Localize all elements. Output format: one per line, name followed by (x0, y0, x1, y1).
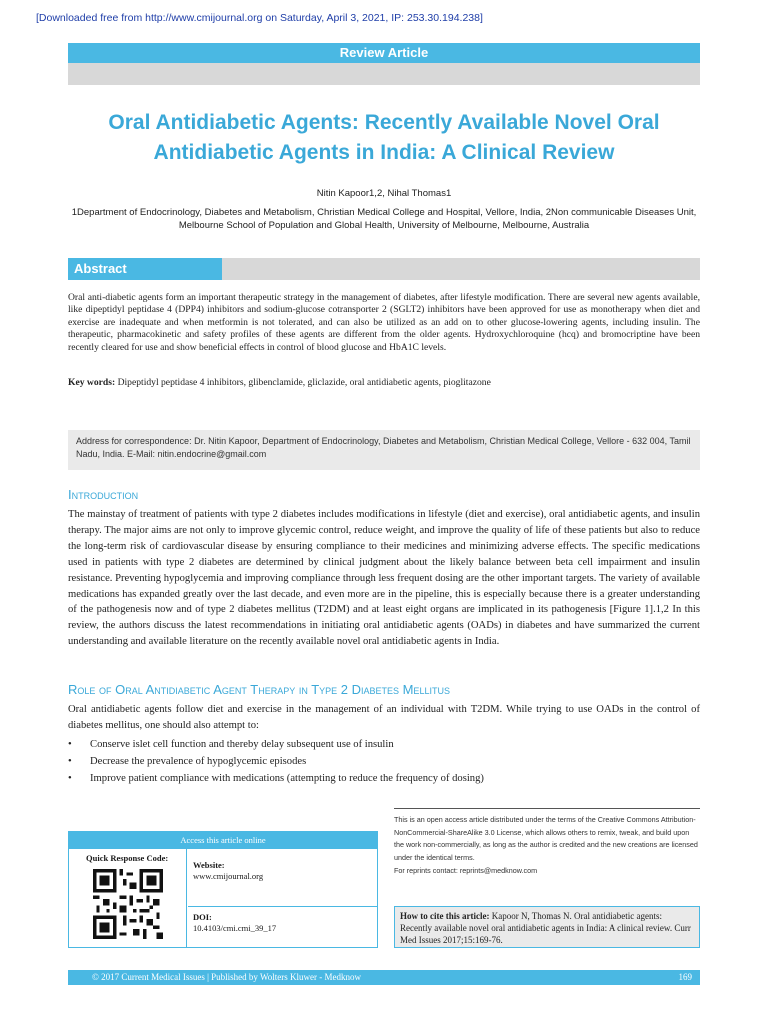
article-type-band (68, 43, 700, 85)
page-number: 169 (678, 972, 692, 982)
qr-label: Quick Response Code: (86, 853, 169, 863)
citation-box (394, 906, 700, 948)
abstract-text: Oral anti-diabetic agents form an important therapeutic strategy in the management of diabetes, after lifestyle modification. There are several new agents available, like dipeptidyl peptidase 4 (DPP4) inhibitors and sodium-glucose cotransporter 2 (SGLT2) inhibitors have been approved for use as monotherapy when diet and exercise are inadequate and when metformin is not tolerated, and can also be utilized as an add on to other glucose-lowering agents, including insulin. The therapeutic, pharmacokinetic and safety profiles of these agents are different from the older agents. Hydroxychloroquine (hcq) and bromocriptine have been recently cleared for use and show beneficial effects in control of blood glucose and HbA1C levels. (68, 292, 700, 353)
qr-code-icon[interactable] (93, 869, 163, 939)
list-item: • Improve patient compliance with medications (attempting to reduce the frequency of dosing) (68, 770, 700, 787)
access-online-box (68, 831, 378, 948)
list-item: • Conserve islet cell function and thereby delay subsequent use of insulin (68, 736, 700, 753)
abstract-band (68, 258, 700, 280)
divider (188, 906, 377, 907)
qr-column (69, 849, 187, 947)
affiliations: 1Department of Endocrinology, Diabetes and Metabolism, Christian Medical College and Hospital, Vellore, India, 2Non communicable Diseases Unit, Melbourne School of Population and Global Health, University of Melbourne, Melbourne, Australia (71, 207, 697, 231)
article-type: Review Article (68, 43, 700, 63)
doi-label: DOI: (193, 912, 212, 922)
website-block (193, 860, 263, 882)
doi-value[interactable]: 10.4103/cmi.cmi_39_17 (193, 923, 277, 933)
authors: Nitin Kapoor1,2, Nihal Thomas1 (316, 188, 452, 199)
citation-label: How to cite this article: (400, 911, 490, 921)
website-link[interactable]: www.cmijournal.org (193, 871, 264, 881)
website-label: Website: (193, 860, 225, 870)
keywords-label: Key words: (68, 377, 116, 388)
citation-text: Kapoor N, Thomas N. Oral antidiabetic agents: Recently available novel oral antidiabetic agents in India: A clinical review. Curr Med Issues 2017;15:169-76. (400, 911, 691, 945)
introduction-text: The mainstay of treatment of patients with type 2 diabetes includes modifications in lifestyle (diet and exercise), oral antidiabetic agents, and insulin therapy. The major aims are not only to improve glycemic control, reduce weight, and improve the quality of life of these patients but also to reduce the long-term risk of cardiovascular disease by ensuring compliance to their medicines and minimizing adverse effects. The specific medications used in patients with type 2 diabetes are determined by clinical judgment about the likely balance between beta cell impairment and insulin resistance. Preventing hypoglycemia and improving compliance through less frequent dosing are the other important targets. The variety of available medications has expanded greatly over the last decade, and even more are in the pipeline, this is especially because there is a greater understanding of the pathogenesis now and of type 2 diabetes mellitus (T2DM) and at least eight organs are implicated in its pathogenesis [Figure 1].1,2 In this review, the authors discuss the latest recommendations in initiating oral antidiabetic agents (OADs) in diabetes and have summarized the current understanding and available literature on the recently available novel oral antidiabetic agents in India. (68, 509, 700, 648)
role-bullet-list (68, 736, 700, 787)
keywords-text: Dipeptidyl peptidase 4 inhibitors, glibenclamide, gliclazide, oral antidiabetic agents, pioglitazone (117, 377, 491, 388)
title-line-2: Antidiabetic Agents in India: A Clinical Review (153, 141, 615, 164)
list-item: • Decrease the prevalence of hypoglycemic episodes (68, 753, 700, 770)
role-heading: Role of Oral Antidiabetic Agent Therapy in Type 2 Diabetes Mellitus (68, 682, 450, 697)
keywords (68, 377, 700, 388)
correspondence-address: Address for correspondence: Dr. Nitin Kapoor, Department of Endocrinology, Diabetes and Metabolism, Christian Medical College, Vellore - 632 004, Tamil Nadu, India. E-Mail: nitin.endocrine@gmail.com (68, 430, 700, 470)
page-footer (68, 970, 700, 985)
role-text: Oral antidiabetic agents follow diet and exercise in the management of an individual with T2DM. While trying to use OADs in the control of diabetes mellitus, one should also attempt to: (68, 704, 700, 731)
access-header: Access this article online (69, 832, 377, 849)
license-notice: This is an open access article distributed under the terms of the Creative Commons Attribution-NonCommercial-ShareAlike 3.0 License, which allows others to remix, tweak, and build upon the work non-commercially, as long as the author is credited and the new creations are licensed under the identical terms. (394, 808, 700, 864)
doi-block (193, 912, 276, 934)
introduction-heading: Introduction (68, 487, 139, 502)
download-note: [Downloaded free from http://www.cmijournal.org on Saturday, April 3, 2021, IP: 253.30.194.238] (36, 12, 483, 24)
article-title (60, 108, 708, 168)
reprints-contact: For reprints contact: reprints@medknow.com (394, 866, 538, 875)
footer-copyright: © 2017 Current Medical Issues | Published by Wolters Kluwer - Medknow (92, 972, 361, 982)
article-type-band-gray (68, 63, 700, 85)
abstract-label: Abstract (68, 258, 222, 280)
title-line-1: Oral Antidiabetic Agents: Recently Available Novel Oral (108, 111, 660, 134)
